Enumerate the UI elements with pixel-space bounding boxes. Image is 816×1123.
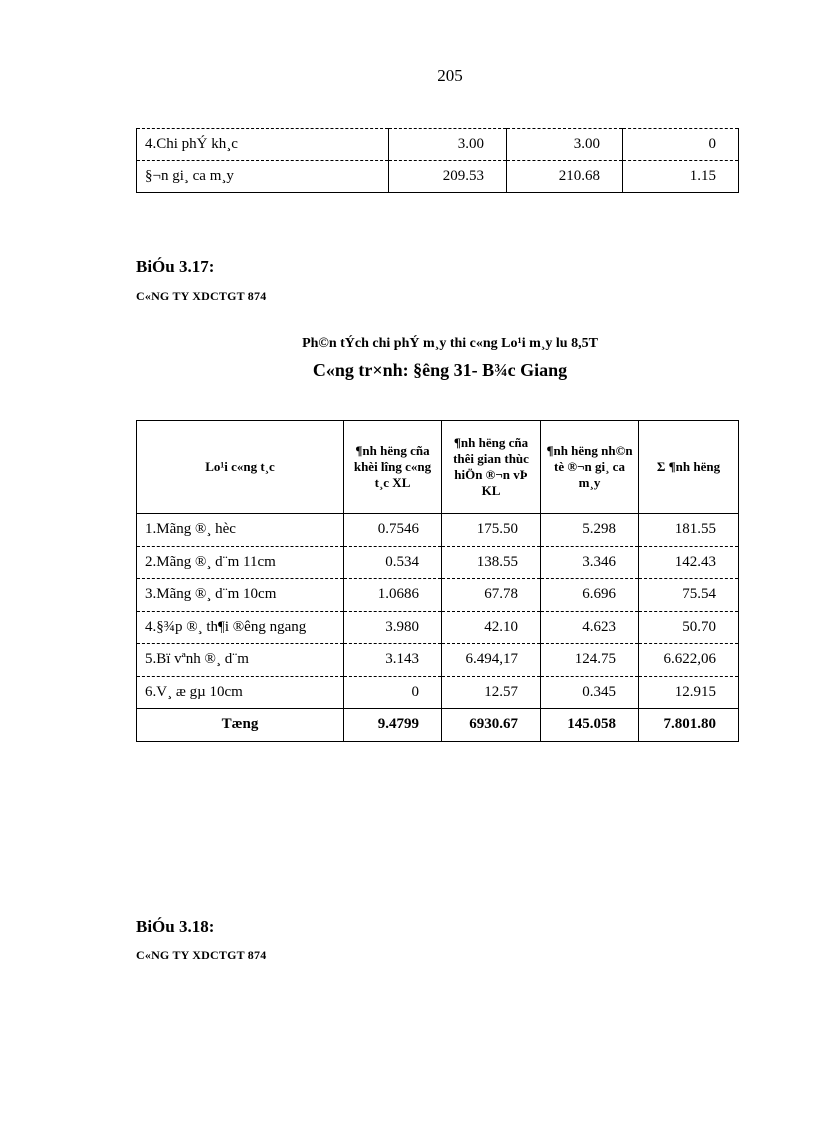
section-heading: BiÓu 3.17:: [136, 257, 215, 276]
cell-value: 124.75: [541, 644, 639, 677]
table-row: [137, 546, 739, 579]
row-label: 5.Bï vªnh ®¸ d¨m: [137, 644, 344, 677]
cell-value: 0.7546: [344, 514, 442, 547]
column-header: Σ ¶nh hëng: [639, 421, 739, 514]
cell-value: 6.494,17: [442, 644, 541, 677]
cell-value: 75.54: [639, 579, 739, 612]
cell-value: 3.00: [389, 129, 507, 161]
cell-value: 12.915: [639, 676, 739, 709]
cell-value: 1.0686: [344, 579, 442, 612]
cell-value: 181.55: [639, 514, 739, 547]
table-row: [137, 161, 739, 193]
table-row: [137, 676, 739, 709]
total-value: 7.801.80: [639, 709, 739, 742]
cell-value: 42.10: [442, 611, 541, 644]
table-row: [137, 579, 739, 612]
machine-cost-analysis-table: [136, 420, 739, 742]
total-label: Tæng: [137, 709, 344, 742]
table-total-row: [137, 709, 739, 742]
column-header: ¶nh hëng nh©n tè ®¬n gi¸ ca m¸y: [541, 421, 639, 514]
table-row: [137, 129, 739, 161]
cell-value: 3.143: [344, 644, 442, 677]
total-value: 9.4799: [344, 709, 442, 742]
row-label: 1.Mãng ®¸ hèc: [137, 514, 344, 547]
cell-value: 6.696: [541, 579, 639, 612]
column-header: ¶nh hëng cña khèi lîng c«ng t¸c XL: [344, 421, 442, 514]
cell-value: 1.15: [623, 161, 739, 193]
total-value: 145.058: [541, 709, 639, 742]
cell-value: 142.43: [639, 546, 739, 579]
cell-value: 5.298: [541, 514, 639, 547]
row-label: 4.§¾p ®¸ th¶i ®êng ngang: [137, 611, 344, 644]
cell-value: 3.980: [344, 611, 442, 644]
row-label: 3.Mãng ®¸ d¨m 10cm: [137, 579, 344, 612]
row-label: 6.V¸ æ gµ 10cm: [137, 676, 344, 709]
cell-value: 67.78: [442, 579, 541, 612]
table-row: [137, 514, 739, 547]
cell-value: 3.346: [541, 546, 639, 579]
table-row: [137, 644, 739, 677]
cell-value: 209.53: [389, 161, 507, 193]
cell-value: 0: [623, 129, 739, 161]
cell-value: 6.622,06: [639, 644, 739, 677]
cell-value: 0.534: [344, 546, 442, 579]
cell-value: 3.00: [507, 129, 623, 161]
cell-value: 4.623: [541, 611, 639, 644]
row-label: 2.Mãng ®¸ d¨m 11cm: [137, 546, 344, 579]
company-name: C«NG TY XDCTGT 874: [136, 948, 267, 962]
column-header: Lo¹i c«ng t¸c: [137, 421, 344, 514]
cell-value: 12.57: [442, 676, 541, 709]
project-title: C«ng tr×nh: §êng 31- B¾c Giang: [312, 360, 568, 380]
total-value: 6930.67: [442, 709, 541, 742]
cell-value: 138.55: [442, 546, 541, 579]
cell-value: 50.70: [639, 611, 739, 644]
section-heading: BiÓu 3.18:: [136, 917, 215, 936]
cell-value: 0.345: [541, 676, 639, 709]
row-label: §¬n gi¸ ca m¸y: [137, 161, 389, 193]
page-number: 205: [437, 66, 463, 85]
cell-value: 0: [344, 676, 442, 709]
cell-value: 175.50: [442, 514, 541, 547]
row-label: 4.Chi phÝ kh¸c: [137, 129, 389, 161]
cost-comparison-table-continued: [136, 128, 739, 193]
report-title: Ph©n tÝch chi phÝ m¸y thi c«ng Lo¹i m¸y lu 8,5T: [302, 336, 598, 351]
column-header: ¶nh hëng cña thêi gian thùc hiÖn ®¬n vÞ KL: [442, 421, 541, 514]
table-header-row: [137, 421, 739, 514]
table-row: [137, 611, 739, 644]
cell-value: 210.68: [507, 161, 623, 193]
company-name: C«NG TY XDCTGT 874: [136, 289, 267, 303]
